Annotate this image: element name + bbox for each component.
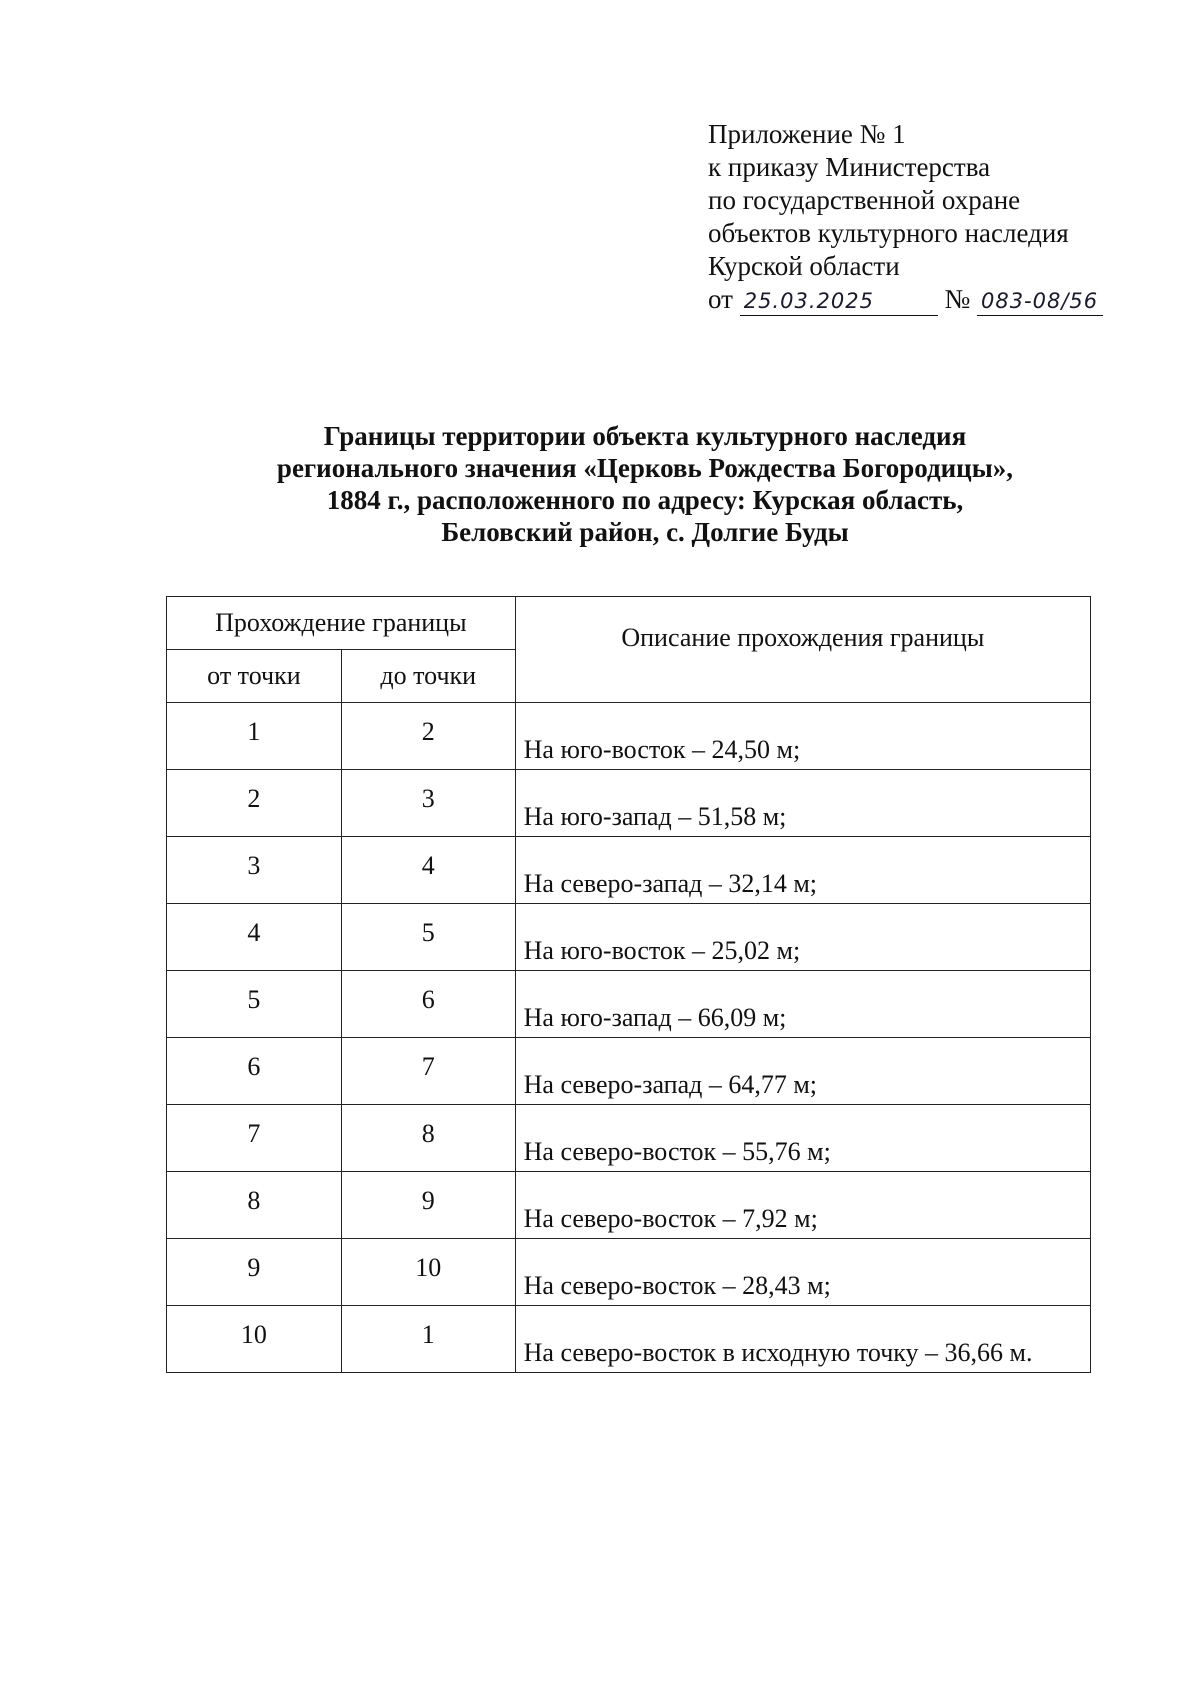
cell-from-point: 9	[167, 1239, 342, 1306]
cell-to-point: 9	[341, 1172, 515, 1239]
order-reference: к приказу Министерства	[708, 152, 991, 182]
ministry-name-line1: по государственной охране	[708, 185, 1021, 215]
table-row	[167, 837, 1091, 904]
cell-description: На северо-запад – 32,14 м;	[515, 837, 1090, 904]
order-number-handwritten: 083-08/56	[980, 289, 1099, 313]
order-date-handwritten: 25.03.2025	[743, 289, 874, 313]
cell-from-point: 6	[167, 1038, 342, 1105]
cell-description: На юго-восток – 24,50 м;	[515, 703, 1090, 770]
header-passage: Прохождение границы	[167, 597, 516, 650]
cell-from-point: 10	[167, 1306, 342, 1373]
number-prefix: №	[944, 284, 971, 314]
title-line: Беловский район, с. Долгие Буды	[441, 517, 849, 547]
title-line: регионального значения «Церковь Рождества Богородицы»,	[276, 453, 1014, 483]
region-name: Курской области	[708, 251, 900, 281]
ministry-name-line2: объектов культурного наследия	[708, 218, 1069, 248]
cell-description: На юго-восток – 25,02 м;	[515, 904, 1090, 971]
cell-to-point: 3	[341, 770, 515, 837]
title-line: 1884 г., расположенного по адресу: Курская область,	[326, 485, 964, 515]
table-row	[167, 904, 1091, 971]
order-date-field	[740, 285, 938, 316]
table-row	[167, 703, 1091, 770]
header-from: от точки	[167, 650, 342, 703]
table-row	[167, 770, 1091, 837]
order-date-number-line	[708, 283, 1103, 323]
table-row	[167, 1239, 1091, 1306]
document-title	[200, 420, 1090, 548]
cell-to-point: 6	[341, 971, 515, 1038]
cell-description: На северо-восток – 7,92 м;	[515, 1172, 1090, 1239]
cell-description: На северо-восток в исходную точку – 36,66 м.	[515, 1306, 1090, 1373]
cell-to-point: 5	[341, 904, 515, 971]
cell-to-point: 7	[341, 1038, 515, 1105]
date-prefix: от	[708, 284, 733, 314]
table-row	[167, 1306, 1091, 1373]
appendix-number: Приложение № 1	[708, 119, 906, 149]
cell-description: На юго-запад – 51,58 м;	[515, 770, 1090, 837]
cell-description: На юго-запад – 66,09 м;	[515, 971, 1090, 1038]
header-description: Описание прохождения границы	[515, 597, 1090, 703]
cell-from-point: 8	[167, 1172, 342, 1239]
table-row	[167, 971, 1091, 1038]
table-row	[167, 1105, 1091, 1172]
cell-description: На северо-восток – 55,76 м;	[515, 1105, 1090, 1172]
cell-description: На северо-запад – 64,77 м;	[515, 1038, 1090, 1105]
table-header-row	[167, 597, 1091, 650]
cell-from-point: 4	[167, 904, 342, 971]
cell-from-point: 7	[167, 1105, 342, 1172]
cell-to-point: 8	[341, 1105, 515, 1172]
table-row	[167, 1038, 1091, 1105]
cell-to-point: 2	[341, 703, 515, 770]
table-row	[167, 1172, 1091, 1239]
cell-from-point: 1	[167, 703, 342, 770]
header-to: до точки	[341, 650, 515, 703]
cell-from-point: 3	[167, 837, 342, 904]
title-line: Границы территории объекта культурного наследия	[323, 421, 967, 451]
approval-block	[708, 118, 1103, 323]
cell-from-point: 2	[167, 770, 342, 837]
cell-to-point: 1	[341, 1306, 515, 1373]
cell-to-point: 10	[341, 1239, 515, 1306]
cell-description: На северо-восток – 28,43 м;	[515, 1239, 1090, 1306]
cell-to-point: 4	[341, 837, 515, 904]
order-number-field	[977, 285, 1103, 316]
boundary-table	[166, 596, 1091, 1373]
cell-from-point: 5	[167, 971, 342, 1038]
